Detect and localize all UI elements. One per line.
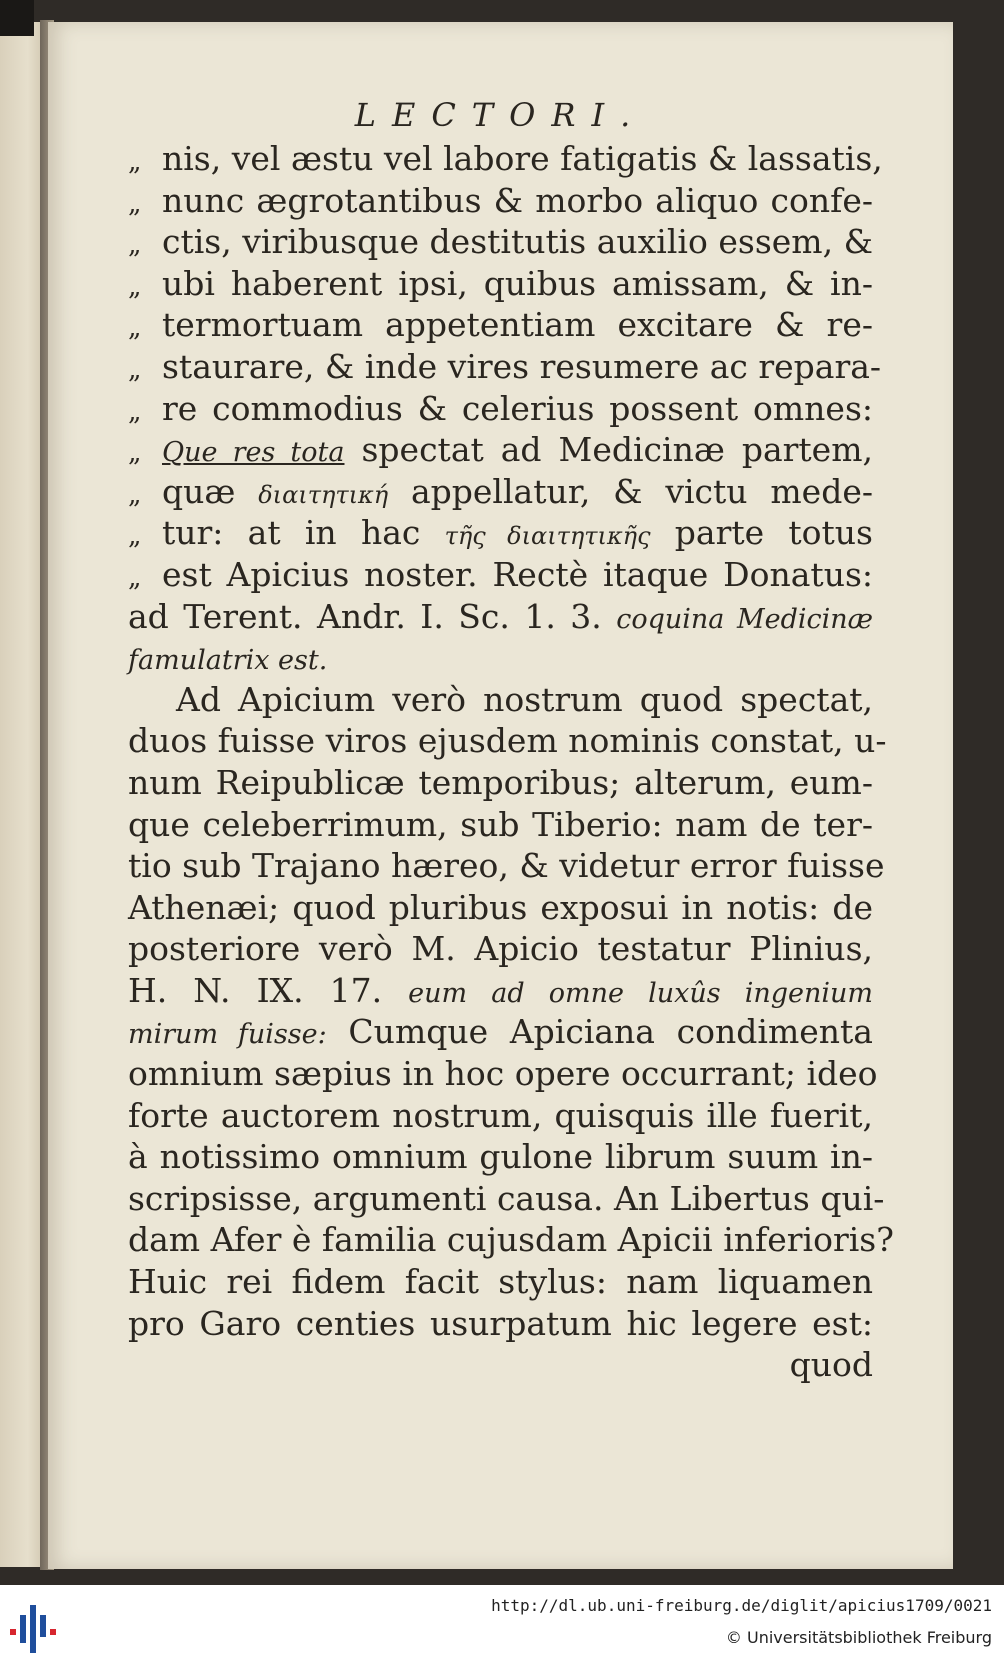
text-line: „ quæ διαιτητική appellatur, & victu mede- [128, 471, 873, 513]
copyright-notice: © Universitätsbibliothek Freiburg [725, 1628, 992, 1647]
text-line: duos fuisse viros ejusdem nominis constat, u- [128, 721, 887, 761]
text-line: scripsisse, argumenti causa. An Libertus qui- [128, 1178, 885, 1218]
text-line: „ ctis, viribusque destitutis auxilio essem, & [128, 221, 873, 263]
ub-freiburg-logo-icon [10, 1605, 62, 1653]
text-line: Athenæi; quod pluribus exposui in notis: de [128, 887, 873, 927]
greek-term: τῆς διαιτητικῆς [444, 522, 651, 551]
text-line: „ termortuam appetentiam excitare & re- [128, 304, 873, 346]
text-line: tio sub Trajano hæreo, & videtur error fuisse [128, 846, 885, 886]
catchword: quod [789, 1345, 873, 1385]
text-line: mirum fuisse: Cumque Apiciana condimenta [128, 1012, 873, 1052]
text-line: pro Garo centies usurpatum hic legere est: [128, 1303, 873, 1343]
text-line: ad Terent. Andr. I. Sc. 1. 3. coquina Medicinæ [128, 596, 874, 636]
book-clasp [0, 0, 34, 36]
text-line: „ ubi haberent ipsi, quibus amissam, & in- [128, 263, 873, 305]
text-line: à notissimo omnium gulone librum suum in- [128, 1137, 873, 1177]
page-text [128, 138, 894, 1386]
text-line: „ nunc ægrotantibus & morbo aliquo confe- [128, 180, 873, 222]
footer-bar [0, 1585, 1004, 1656]
text-line: posteriore verò M. Apicio testatur Plinius, [128, 929, 873, 969]
text-line: Ad Apicium verò nostrum quod spectat, [176, 679, 873, 719]
text-line: „ est Apicius noster. Rectè itaque Donatus: [128, 554, 873, 596]
text-line: num Reipublicæ temporibus; alterum, eum- [128, 762, 873, 802]
text-line: „ Que res tota spectat ad Medicinæ partem, [128, 429, 873, 471]
text-line: que celeberrimum, sub Tiberio: nam de ter- [128, 804, 873, 844]
text-line: Huic rei fidem facit stylus: nam liquamen [128, 1262, 873, 1302]
text-line: „ tur: at in hac τῆς διαιτητικῆς parte totus [128, 512, 873, 554]
text-line: omnium sæpius in hoc opere occurrant; ideo [128, 1054, 878, 1094]
page-header: LECTORI. [354, 96, 647, 134]
text-line: „ nis, vel æstu vel labore fatigatis & lassatis, [128, 138, 873, 180]
greek-term: διαιτητική [258, 480, 389, 509]
permalink-url[interactable]: http://dl.ub.uni-freiburg.de/diglit/apicius1709/0021 [491, 1596, 992, 1615]
text-line: dam Afer è familia cujusdam Apicii inferioris? [128, 1220, 894, 1260]
text-line: „ re commodius & celerius possent omnes: [128, 388, 873, 430]
text-line: forte auctorem nostrum, quisquis ille fuerit, [128, 1095, 873, 1135]
text-line: famulatrix est. [128, 645, 328, 677]
text-line: „ staurare, & inde vires resumere ac repara- [128, 346, 873, 388]
text-line: H. N. IX. 17. eum ad omne luxûs ingenium [128, 970, 873, 1010]
